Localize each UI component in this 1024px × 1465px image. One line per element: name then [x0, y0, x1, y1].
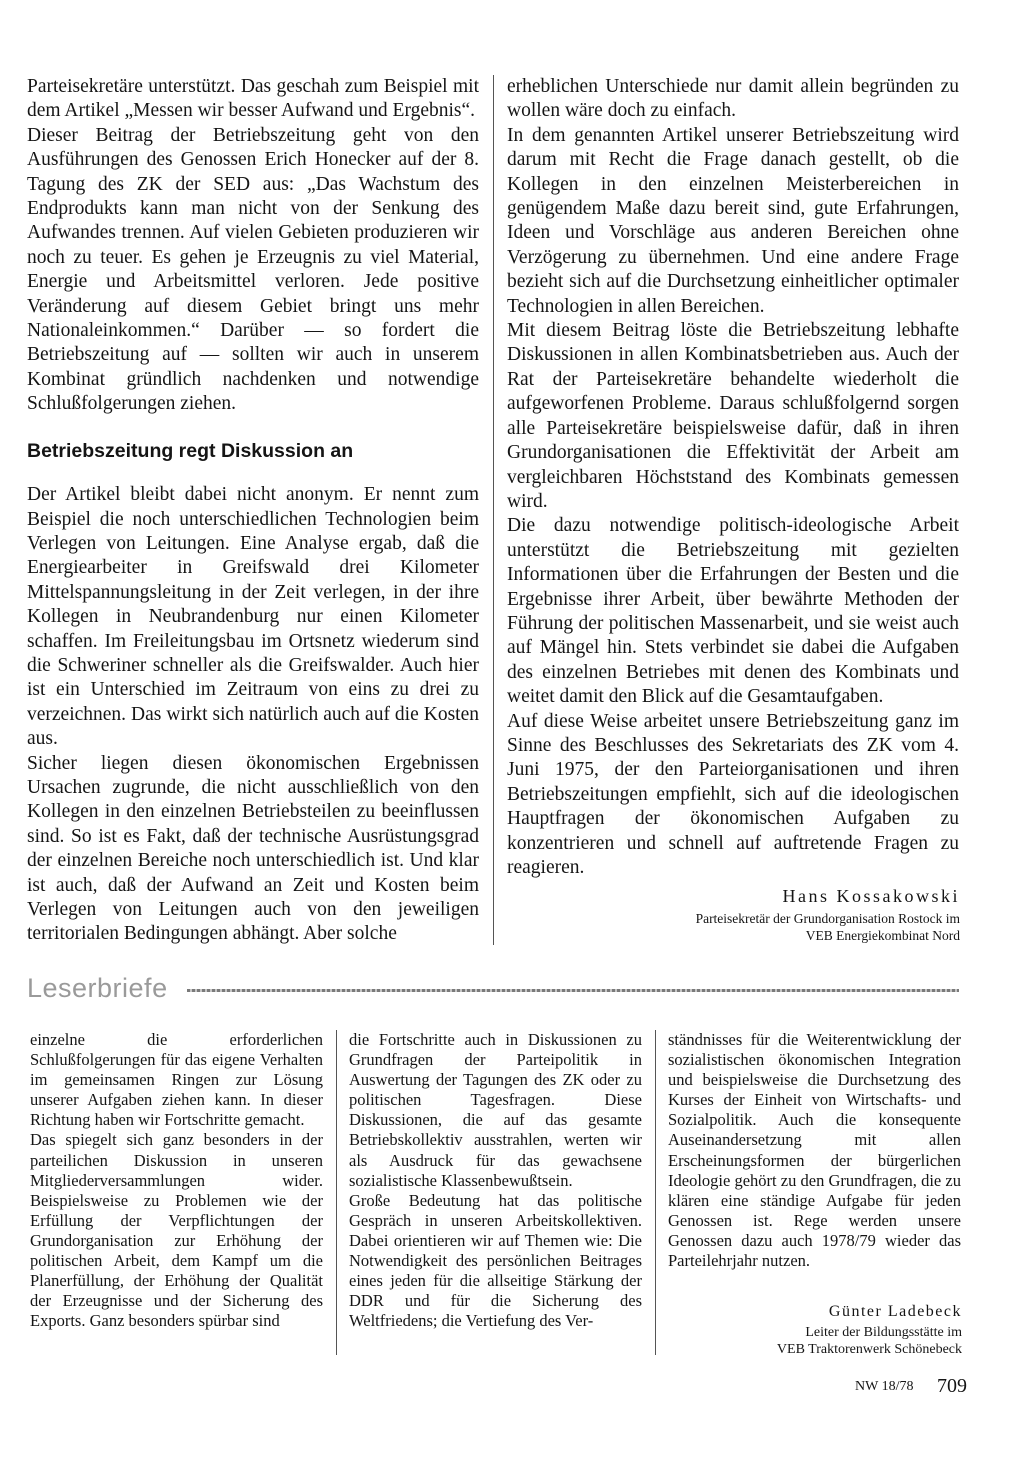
paragraph: ständnisses für die Weiterentwicklung der sozialistischen ökonomischen Integration und beispielsweise die Durchsetzung des Kurses der Einheit von Wirtschafts- und Sozialpolitik. Auch die konsequente Auseinandersetzung mit allen Erscheinungsformen der bürgerlichen Ideologie gehört zu den Grundfragen, die zu klären eine ständige Aufgabe für jeden Genossen ist. Rege werden unsere Genossen dazu auch 1978/79 wieder das Parteilehrjahr nutzen. [668, 1030, 961, 1271]
paragraph: erheblichen Unterschiede nur damit allein begründen zu wollen wäre doch zu einfach. [507, 76, 959, 122]
section-subheading: Betriebszeitung regt Diskussion an [27, 439, 354, 462]
paragraph: Die dazu notwendige politisch-ideologische Arbeit unterstützt die Betriebszeitung mit gezielten Informationen über die Erfahrungen der Besten und die Ergebnisse ihrer Arbeit, über bewährte Methoden der Führung der politischen Massenarbeit, und sie weist auch auf Mängel hin. Stets verbindet sie dabei die Aufgaben des einzelnen Betriebes mit denen des Kombinats und weitet damit den Blick auf die Gesamtaufgaben. [507, 515, 959, 708]
letters-column-2 [349, 1030, 642, 1331]
section-heading-leserbriefe: Leserbriefe [27, 973, 168, 1003]
column-divider [336, 1030, 337, 1355]
column-divider [655, 1030, 656, 1355]
author-role-line: VEB Energiekombinat Nord [805, 928, 960, 943]
letters-column-1 [30, 1030, 323, 1331]
column-divider [493, 75, 494, 945]
paragraph: die Fortschritte auch in Diskussionen zu Grundfragen der Parteipolitik in Auswertung der Tagungen des ZK oder zu politischen Tagesfragen. Diese Diskussionen, die auf das gesamte Betriebskollektiv ausstrahlen, werten wir als Ausdruck für das gewachsene sozialistische Klassenbewußtsein. [349, 1030, 642, 1190]
paragraph: Sicher liegen diesen ökonomischen Ergebnissen Ursachen zugrunde, die nicht ausschließlich von den Kollegen in den einzelnen Betriebsteilen zu beeinflussen sind. So ist es Fakt, daß der technische Ausrüstungsgrad der einzelnen Bereiche noch unterschiedlich ist. Und klar ist auch, daß der Aufwand an Zeit und Kosten beim Verlegen von Leitungen auch von den jeweiligen territorialen Bedingungen abhängt. Aber solche [27, 752, 479, 945]
article-author-name: Hans Kossakowski [782, 886, 960, 906]
paragraph: Große Bedeutung hat das politische Gespräch in unseren Arbeitskollektiven. Dabei orientieren wir auf Themen wie: Die Notwendigkeit des persönlichen Beitrages eines jeden für die allseitige Stärkung der DDR und für die Sicherung des Weltfriedens; die Vertiefung des Ver- [349, 1190, 642, 1331]
letters-author-role [777, 1324, 962, 1358]
author-role-line: VEB Traktorenwerk Schönebeck [776, 1342, 962, 1357]
paragraph: Dieser Beitrag der Betriebszeitung geht von den Ausführungen des Genossen Erich Honecker auf der 8. Tagung des ZK der SED aus: „Das Wachstum des Endprodukts kann man nicht von der Senkung des Aufwandes trennen. Auf vielen Gebieten produzieren wir noch zu teuer. Es gehen je Erzeugnis zu viel Material, Energie und Arbeitsmittel verloren. Jede positive Veränderung auf diesem Gebiet bringt uns mehr Nationaleinkommen.“ Darüber — so fordert die Betriebszeitung auf — sollten wir auch in unserem Kombinat gründlich nachdenken und notwendige Schlußfolgerungen ziehen. [27, 124, 479, 415]
author-role-line: Parteisekretär der Grundorganisation Rostock im [695, 911, 960, 926]
page-number: 709 [937, 1375, 967, 1397]
paragraph: einzelne die erforderlichen Schlußfolgerungen für das eigene Verhalten im gemeinsamen Ringen zur Lösung unserer Aufgaben ziehen kann. In dieser Richtung haben wir Fortschritte gemacht. [30, 1030, 323, 1130]
article-author-role [696, 910, 960, 944]
section-rule [187, 989, 959, 992]
paragraph: Parteisekretäre unterstützt. Das geschah zum Beispiel mit dem Artikel „Messen wir besser Aufwand und Ergebnis“. [27, 76, 479, 122]
issue-label: NW 18/78 [855, 1379, 914, 1394]
paragraph: Der Artikel bleibt dabei nicht anonym. Er nennt zum Beispiel die noch unterschiedlichen Technologien beim Verlegen von Leitungen. Eine Analyse ergab, daß die Energiearbeiter in Greifswald drei Kilometer Mittelspannungsleitung in der Zeit verlegen, in der ihre Kollegen in Neubrandenburg nur einen Kilometer schaffen. Im Freileitungsbau im Ortsnetz wiederum sind die Schweriner schneller als die Greifswalder. Auch hier ist ein Unterschied im Zeitraum von eins zu drei zu verzeichnen. Das wirkt sich natürlich auch auf die Kosten aus. [27, 484, 479, 750]
paragraph: Auf diese Weise arbeitet unsere Betriebszeitung ganz im Sinne des Beschlusses des Sekretariats des ZK vom 4. Juni 1975, der den Parteiorganisationen und ihren Betriebszeitungen empfiehlt, sich auf die ideologischen Hauptfragen der ökonomischen Aufgaben zu konzentrieren und schnell auf auftretende Fragen zu reagieren. [507, 710, 959, 878]
article-left-column [27, 75, 479, 947]
paragraph: Mit diesem Beitrag löste die Betriebszeitung lebhafte Diskussionen in allen Kombinatsbetrieben aus. Auch der Rat der Parteisekretäre behandelte wiederholt die aufgeworfenen Probleme. Daraus schlußfolgernd sorgen alle Parteisekretäre beispielsweise dafür, daß in ihren Grundorganisationen die Effektivität der Arbeit am vergleichbaren Höchststand des Kombinats gemessen wird. [507, 320, 959, 512]
article-right-column [507, 75, 959, 880]
paragraph: Das spiegelt sich ganz besonders in der parteilichen Diskussion in unseren Mitgliederversammlungen wider. Beispielsweise zu Problemen wie der Erfüllung der Verpflichtungen der Grundorganisation zur Erhöhung der politischen Arbeit, dem Kampf um die Planerfüllung, der Erhöhung der Qualität der Erzeugnisse und der Sicherung des Exports. Ganz besonders spürbar sind [30, 1130, 323, 1331]
author-role-line: Leiter der Bildungsstätte im [805, 1325, 962, 1340]
letters-author-name: Günter Ladebeck [828, 1303, 962, 1320]
paragraph: In dem genannten Artikel unserer Betriebszeitung wird darum mit Recht die Frage danach gestellt, ob die Kollegen in den einzelnen Meisterbereichen in genügendem Maße dazu bereit sind, gute Erfahrungen, Ideen und Vorschläge aus anderen Bereichen ohne Verzögerung zu übernehmen. Und eine andere Frage bezieht sich auf die Durchsetzung einheitlicher optimaler Technologien in allen Bereichen. [507, 124, 959, 317]
letters-column-3 [668, 1030, 961, 1271]
